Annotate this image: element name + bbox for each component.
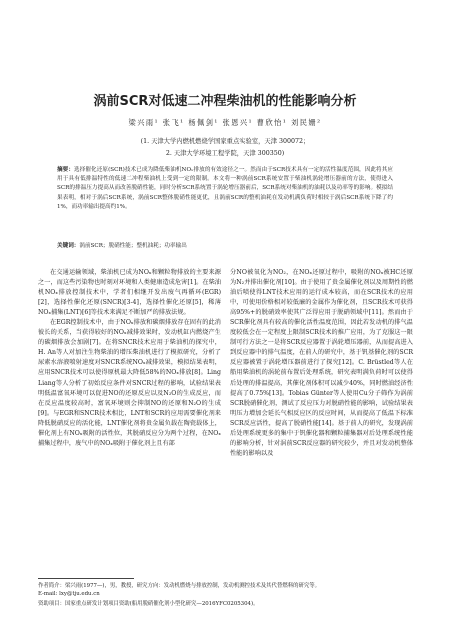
keywords-text: 涡前SCR；脱硝性能；整机油耗；功率输出 xyxy=(79,243,187,249)
paragraph: 分NO被氧化为NO₂，在NOₓ还原过程中，吸附的NOₓ被HC还原为N₂并排出催化剂[10]。由于使用了贵金属催化剂以及周期性的燃油后喷使得LNT技术应用的运行成本较高，而在SCR技术的应用中，可使用价格相对较低廉的金属作为催化剂，且SCR技术可获得高95%+的脱硝效率使其广泛得应用于脱硝领域中[11]。然而由于SCR催化剂具有较高的催化活性温度范围，因此若发动机的排气温度较低会在一定程度上限制SCR技术的推广应用，为了克服这一限制可行方法之一是将SCR反应器置于涡轮增压器前，从而提高进入到反应器中的排气温度，在前人的研究中，基于钒基催化剂的SCR反应器被置于涡轮增压器前进行了探究[12]。C. Brüstled等人在船用柴油机的涡轮前布置后处理系统，研究表明满负荷时可以使得后处理的排温提高，其催化剂体积可以减少40%，同时燃油经济性提高了0.75%[13]。Tobias Günter等人使用Cu分子筛作为涡前SCR脱硝催化剂，测试了反应压力对脱硝性能的影响，试验结果表明压力增加会延长气相反应区的反应时间，从而提高了低温下标准SCR反应活性，提高了脱硝性能[14]。基于前人的研究，发现涡前后处理系统更多的集中于钒催化器和颗粒捕集器对后处理系统性能的影响分析，针对涡前SCR反应器的研究较少，并且对发动机整体性能的影响以及 xyxy=(230,269,413,457)
footnote-divider xyxy=(38,578,134,579)
footnote-funding: 资助项目：国家重点研发计划项目资助(船用脱硝催化剂小型化研究—2016YFC0205304)。 xyxy=(38,601,259,607)
keywords-label: 关键词： xyxy=(57,243,80,249)
author-list: 梁兴雨¹ 张飞¹ 杨佩剑¹ 张恩兴¹ 曹欣怡¹ 刘民姗² xyxy=(128,118,322,127)
paper-title: 涡前SCR对低速二冲程柴油机的性能影响分析 xyxy=(93,94,357,109)
paragraph: 在交通运输领域，柴油机已成为NOₓ和颗粒物排放的主要来源之一，而这些污染物也时刻对环境和人类健康造成危害[1]。在柴油机NOₓ排放控制技术中，学者们相继开发出废气再循环(EGR)[2]，选择性催化还原(SNCR)[3-4]，选择性催化还原[5]，稀薄NOₓ捕集(LNT)[6]等技术来满足不断加严的排放法规。 xyxy=(38,269,221,317)
paragraph: 在EGR控制技术中，由于NOₓ排放和碳烟排放存在固有的此消彼长的关系，当获得较好的NOₓ减排效果时，发动机缸内燃烧产生的碳烟排放会加剧[7]。在将SNCR技术应用于柴油机的探究中，H. An等人对加注生物柴油的增压柴油机进行了模拟研究，分析了尿素水溶液喷射速度对SNCR系统NOₓ减排效果，模拟结果表明，应用SNCR技术可以使得原机最大降低58%的NOₓ排放[8]。Ling Liang等人分析了初始反应条件对SNCR过程的影响，试验结果表明低温富氧环境可以促进NO的还原反应以及N₂O的生成反应，而在反应温度较高时，富氧环境则会抑制NO的还原和N₂O的生成[9]。与EGR和SNCR技术相比，LNT和SCR的应用需要催化剂来降低脱硝反应的活化能，LNT催化剂将贵金属负载在陶瓷载体上，催化剂上有NOₓ吸附的活性位，其脱硝反应分为两个过程，在NOₓ捕集过程中，废气中的NOₓ吸附于催化剂上且有部 xyxy=(38,319,221,447)
footnote-email: E-mail: lxy@tju.edu.cn xyxy=(38,591,100,597)
abstract-text: 选择催化还原(SCR)技术已成为降低柴油机NOₓ排放的有效途径之一。然而由于SCR技术具有一定的活性温度范围，因此将其应用于具有低排温特性的低速二冲程柴油机上受到一定的限制。本文将一种涡前SCR系统安置于柴油机涡轮增压器前的方法，使得进入SCR的排温压力提高从而改善脱硝性能，同时分析SCR系统置于涡轮增压器前后，SCR系统对柴油机的油耗以及功率等的影响。模拟结果表明，相对于涡后SCR系统，涡前SCR整体脱硝性能更优，且涡前SCR的整机油耗在发动机满负荷时相较于涡后SCR系统下降了约1%，而功率输出提高约1%。 xyxy=(57,167,393,210)
keywords xyxy=(57,241,393,249)
abstract xyxy=(57,166,393,212)
affiliation-1: (1. 天津大学内燃机燃烧学国家重点实验室，天津 300072； xyxy=(140,138,310,145)
body-column-left xyxy=(38,268,221,449)
abstract-label: 摘要： xyxy=(57,167,75,173)
footnote-author-bio: 作者简介：梁兴雨(1977—)，男，教授，研究方向：发动机燃烧与排放控制，发动机测控技术及其代替燃料的研究等。 xyxy=(38,583,321,589)
body-column-right xyxy=(230,268,413,459)
affiliation-2: 2. 天津大学环境工程学院，天津 300350) xyxy=(165,150,285,157)
